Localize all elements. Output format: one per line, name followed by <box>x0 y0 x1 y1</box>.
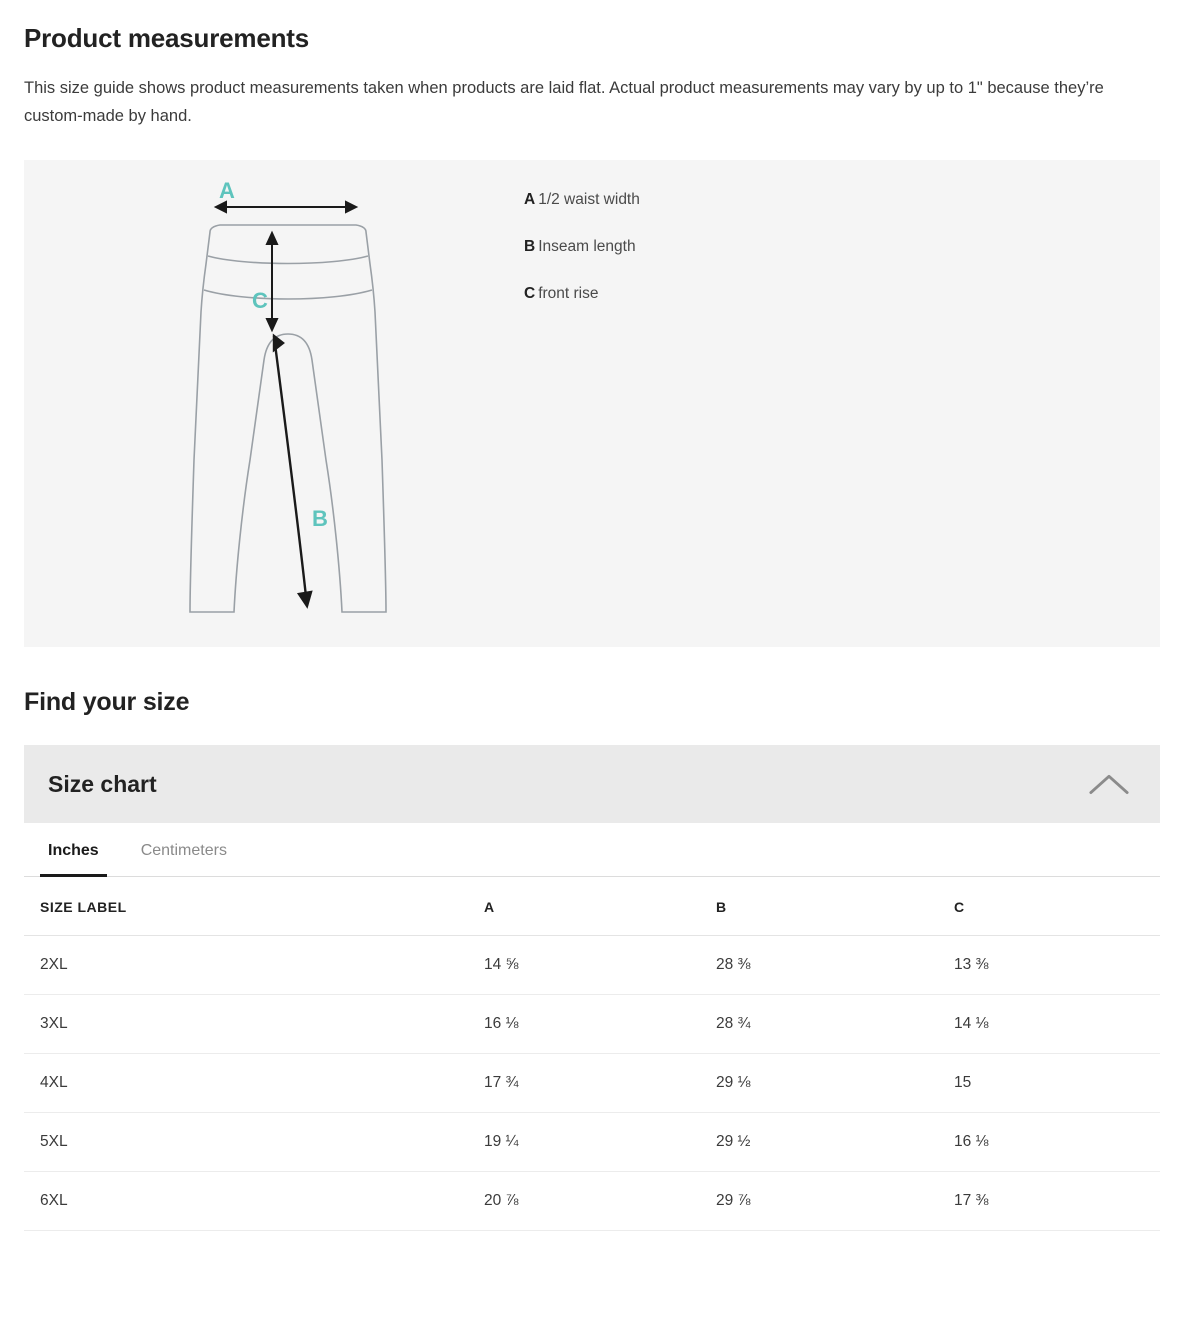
diagram-label-a: A <box>219 178 235 203</box>
legend-item-c <box>524 284 640 304</box>
chevron-up-icon[interactable] <box>1082 757 1136 811</box>
measurement-diagram-panel <box>24 160 1160 647</box>
cell-size-label: 6XL <box>24 1172 484 1231</box>
unit-tabs <box>24 823 1160 877</box>
cell-b: 28 ¾ <box>716 995 954 1054</box>
cell-c: 15 <box>954 1054 1160 1113</box>
cell-a: 19 ¼ <box>484 1113 716 1172</box>
legend-text-c: front rise <box>538 285 599 302</box>
diagram-legend <box>524 160 640 331</box>
size-guide-page <box>0 22 1184 1231</box>
legend-text-a: 1/2 waist width <box>538 191 640 208</box>
table-row <box>24 936 1160 995</box>
column-header-b: B <box>716 877 954 936</box>
diagram-label-b: B <box>312 506 328 531</box>
cell-c: 17 ⅜ <box>954 1172 1160 1231</box>
table-row <box>24 1054 1160 1113</box>
find-your-size-heading: Find your size <box>24 688 190 716</box>
cell-c: 13 ⅜ <box>954 936 1160 995</box>
cell-b: 29 ⅞ <box>716 1172 954 1231</box>
page-title: Product measurements <box>24 23 309 53</box>
cell-size-label: 3XL <box>24 995 484 1054</box>
table-row <box>24 1172 1160 1231</box>
diagram-label-c: C <box>252 288 268 313</box>
legend-item-a <box>524 190 640 210</box>
column-header-a: A <box>484 877 716 936</box>
tab-centimeters[interactable]: Centimeters <box>140 842 227 859</box>
cell-size-label: 2XL <box>24 936 484 995</box>
cell-a: 16 ⅛ <box>484 995 716 1054</box>
intro-text: This size guide shows product measurements taken when products are laid flat. Actual product measurements may vary by up to 1" because they’re custom-made by hand. <box>24 79 1104 125</box>
legend-key-b: B <box>524 238 536 255</box>
cell-a: 20 ⅞ <box>484 1172 716 1231</box>
cell-c: 14 ⅛ <box>954 995 1160 1054</box>
cell-c: 16 ⅛ <box>954 1113 1160 1172</box>
legend-text-b: Inseam length <box>538 238 636 255</box>
size-chart-table <box>24 877 1160 1231</box>
leggings-diagram <box>24 160 504 647</box>
table-row <box>24 1113 1160 1172</box>
column-header-c: C <box>954 877 1160 936</box>
size-chart-accordion-header[interactable] <box>24 745 1160 823</box>
size-chart-title: Size chart <box>48 770 157 797</box>
cell-a: 14 ⅝ <box>484 936 716 995</box>
cell-size-label: 5XL <box>24 1113 484 1172</box>
legend-key-a: A <box>524 191 536 208</box>
legend-item-b <box>524 237 640 257</box>
cell-size-label: 4XL <box>24 1054 484 1113</box>
table-row <box>24 995 1160 1054</box>
cell-a: 17 ¾ <box>484 1054 716 1113</box>
legend-key-c: C <box>524 285 536 302</box>
table-header-row <box>24 877 1160 936</box>
tab-inches[interactable]: Inches <box>40 824 107 877</box>
cell-b: 29 ⅛ <box>716 1054 954 1113</box>
cell-b: 29 ½ <box>716 1113 954 1172</box>
column-header-size-label: SIZE LABEL <box>24 877 484 936</box>
cell-b: 28 ⅜ <box>716 936 954 995</box>
